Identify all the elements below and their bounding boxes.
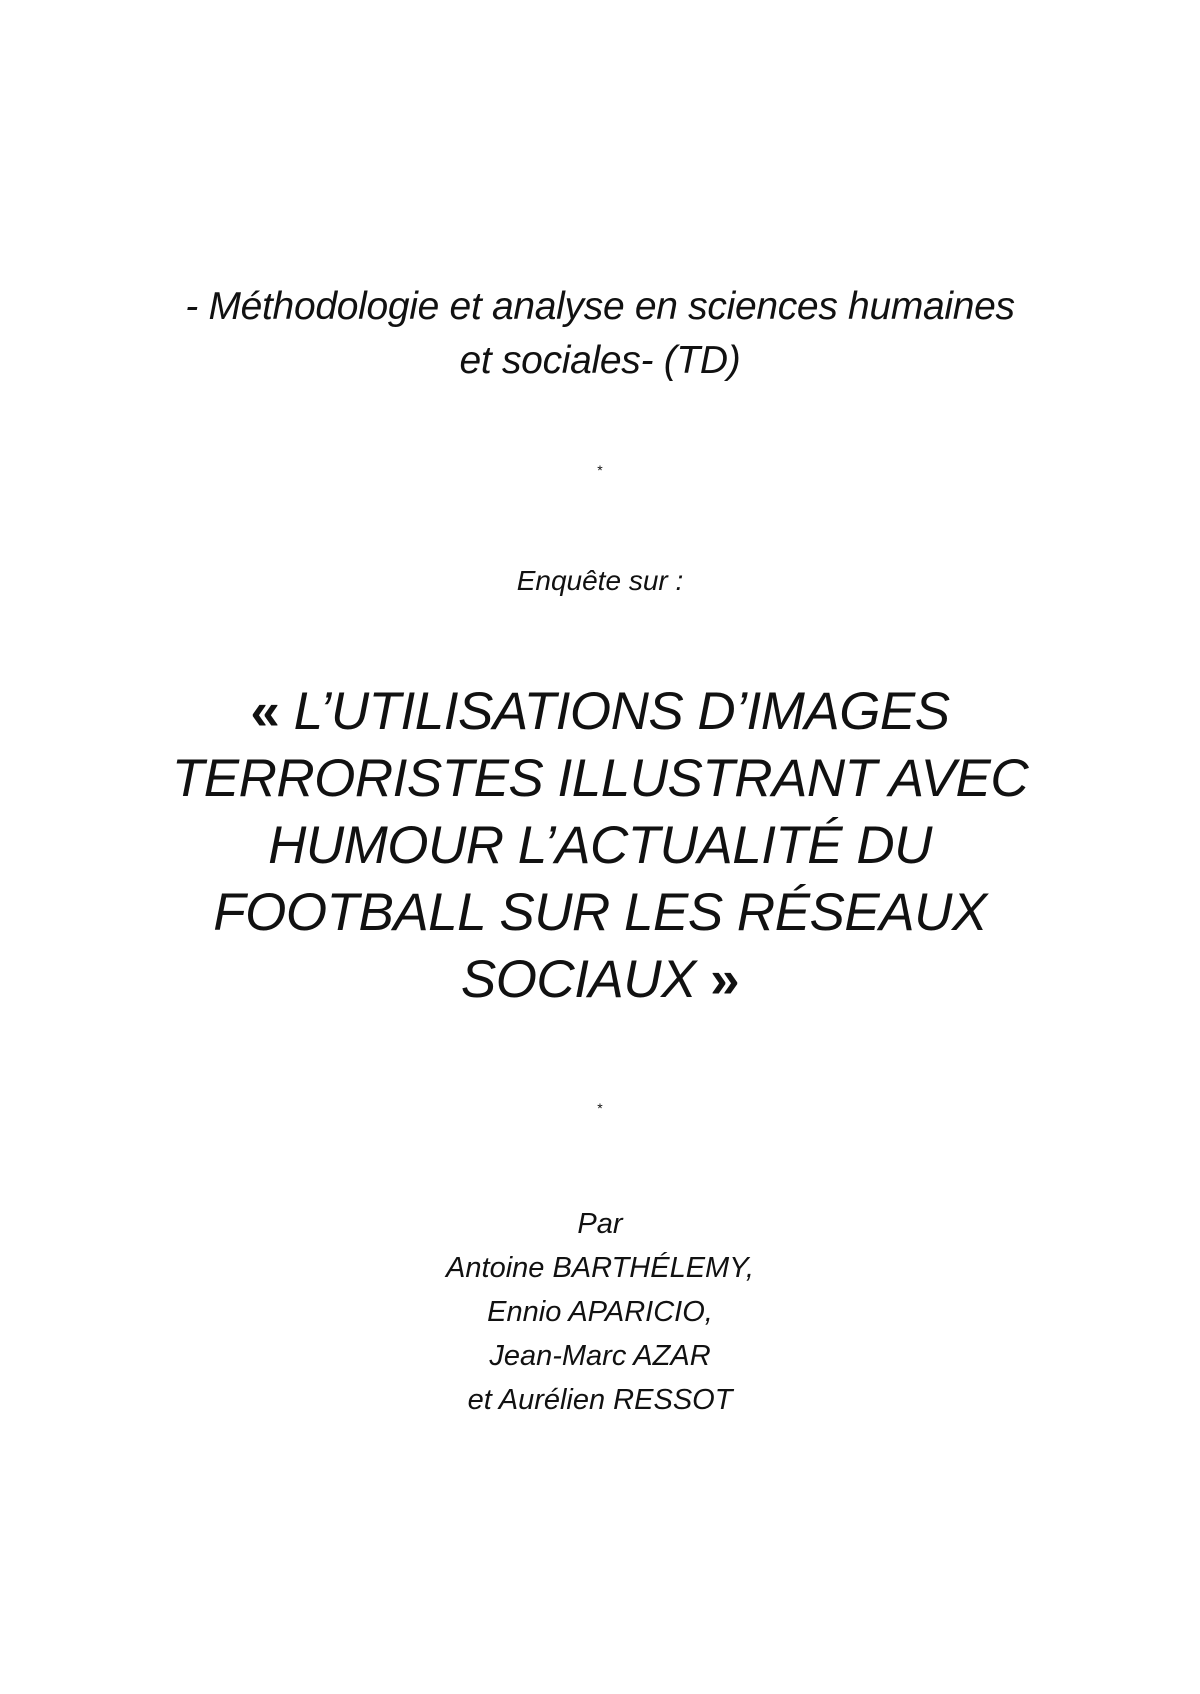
- survey-title-line-1-text: L’UTILISATIONS D’IMAGES: [293, 682, 950, 741]
- survey-title: [0, 678, 1200, 1013]
- survey-title-line-5: [0, 946, 1200, 1013]
- survey-title-line-5-text: SOCIAUX: [460, 950, 696, 1009]
- course-title-line-1: - Méthodologie et analyse en sciences humaines: [185, 285, 1015, 328]
- close-quote: »: [710, 950, 740, 1009]
- course-title: [0, 280, 1200, 388]
- authors-block: [0, 1202, 1200, 1422]
- authors-by-label: Par: [577, 1208, 623, 1240]
- separator-asterisk-1: *: [597, 462, 603, 478]
- author-name: et Aurélien RESSOT: [467, 1384, 733, 1416]
- author-name: Antoine BARTHÉLEMY,: [446, 1252, 754, 1284]
- open-quote: «: [250, 682, 280, 741]
- survey-title-line-4: FOOTBALL SUR LES RÉSEAUX: [213, 883, 987, 942]
- survey-title-line-3: HUMOUR L’ACTUALITÉ DU: [268, 816, 932, 875]
- survey-intro: Enquête sur :: [516, 565, 684, 596]
- author-name: Jean-Marc AZAR: [489, 1340, 711, 1372]
- separator-asterisk-2: *: [597, 1100, 603, 1116]
- survey-title-line-2: TERRORISTES ILLUSTRANT AVEC: [171, 749, 1029, 808]
- course-title-line-2: et sociales- (TD): [459, 339, 741, 382]
- author-name: Ennio APARICIO,: [487, 1296, 713, 1328]
- survey-title-line-1: [0, 678, 1200, 745]
